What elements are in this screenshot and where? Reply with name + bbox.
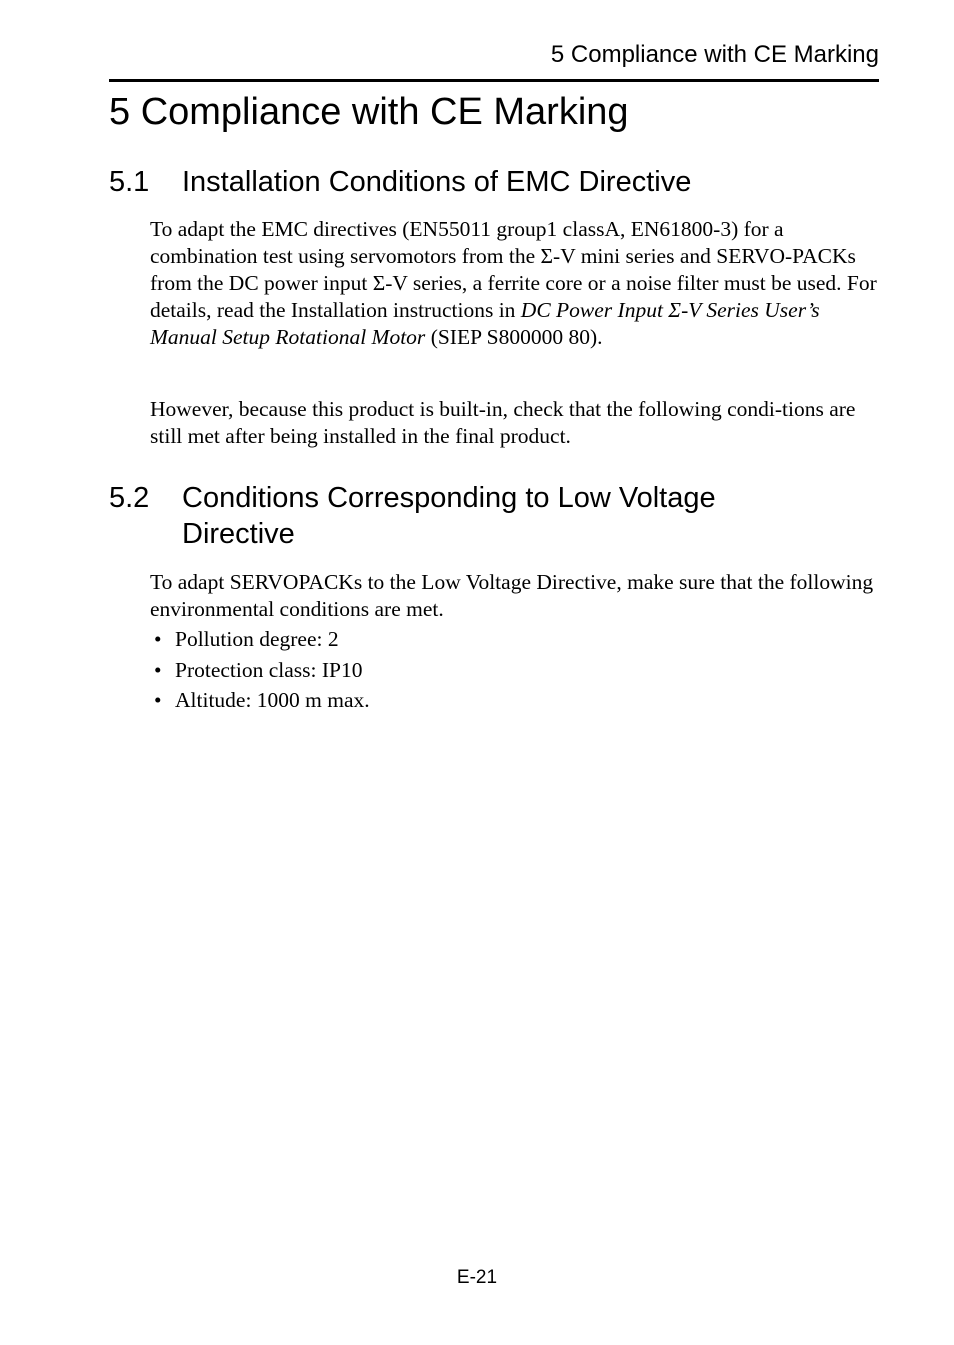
section-title: Conditions Corresponding to Low Voltage Directive [182, 482, 716, 550]
list-item [150, 687, 370, 714]
manual-number: (SIEP S800000 80). [425, 325, 603, 349]
built-in-paragraph: However, because this product is built-in, check that the following condi-tions are still met after being installed in the final product. [150, 397, 856, 448]
header-rule [109, 79, 879, 82]
bullet-icon: • [154, 688, 162, 712]
section-heading-5-2 [109, 480, 822, 552]
list-item-text: Altitude: 1000 m max. [175, 688, 370, 712]
bullet-icon: • [154, 657, 162, 682]
list-item-text: Protection class: IP10 [175, 657, 363, 682]
section-heading-5-1 [109, 164, 822, 200]
section-number: 5.1 [109, 166, 150, 198]
section-number: 5.2 [109, 482, 150, 514]
list-item [150, 626, 370, 653]
section-title: Installation Conditions of EMC Directive [182, 166, 692, 198]
low-voltage-paragraph: To adapt SERVOPACKs to the Low Voltage Directive, make sure that the following environmental conditions are met. [150, 570, 874, 621]
manual-title: DC Power Input Σ-V Series User’s Manual Setup Rotational Motor [150, 298, 820, 349]
list-item [150, 657, 370, 684]
page-number: E-21 [456, 1267, 498, 1288]
bullet-icon: • [154, 627, 162, 651]
running-header: 5 Compliance with CE Marking [550, 41, 879, 68]
list-item-text: Pollution degree: 2 [175, 627, 339, 651]
chapter-title: 5 Compliance with CE Marking [109, 91, 629, 133]
conditions-list [150, 626, 370, 718]
emc-paragraph-text: To adapt the EMC directives (EN55011 group1 classA, EN61800-3) for a combination test using servomotors from the Σ-V mini series and SERVO-PACKs from the DC power input Σ-V series, a ferrite core or a noise filter must be used. For details, read the Installation instructions in [150, 217, 877, 322]
emc-paragraph [150, 216, 880, 351]
